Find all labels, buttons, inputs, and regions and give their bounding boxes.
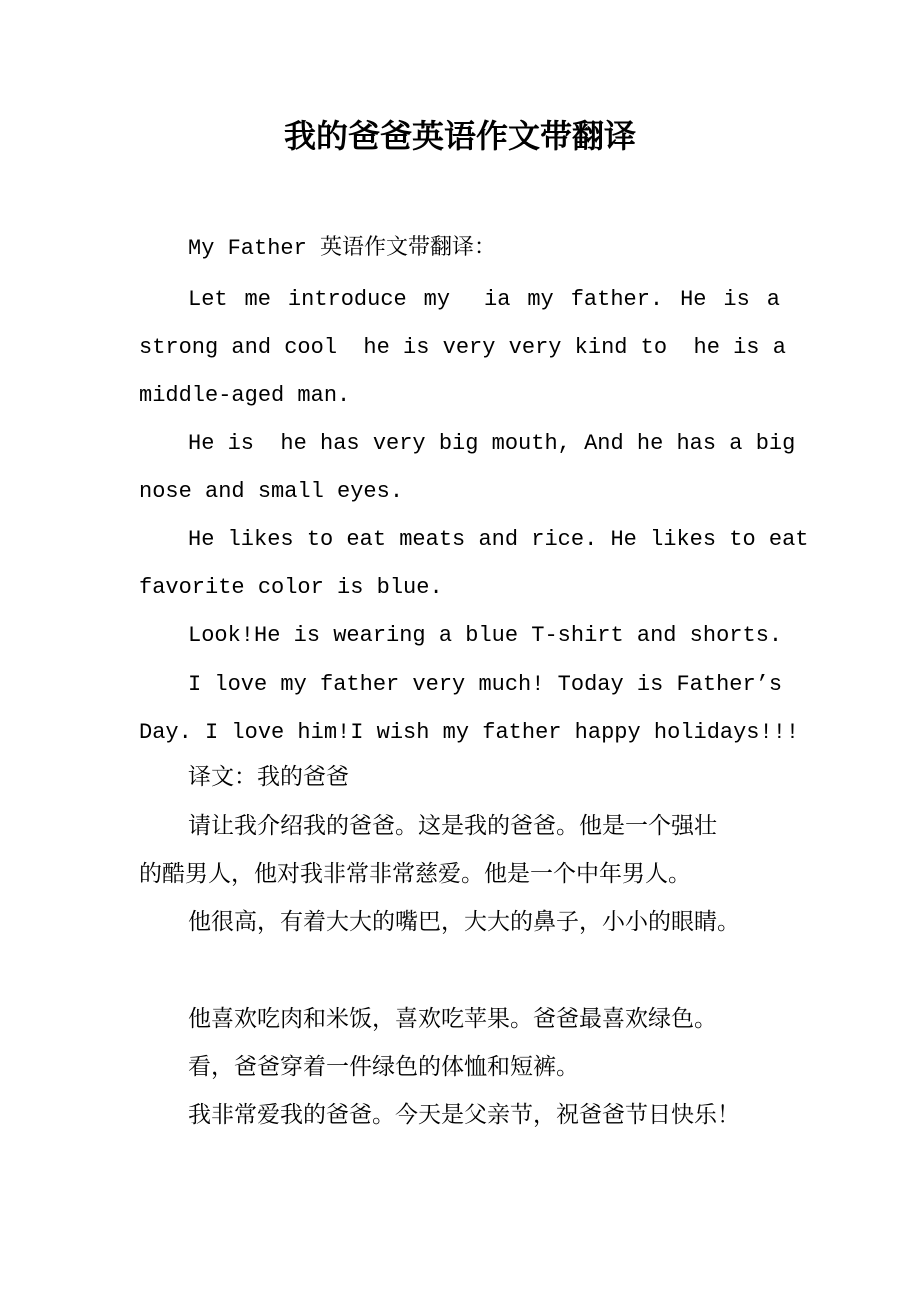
en-paragraph-1-line-2: strong and cool he is very very kind to he is a xyxy=(139,335,786,360)
cn-paragraph-4-line-1: 看，爸爸穿着一件绿色的体恤和短裤。 xyxy=(188,1054,579,1080)
en-paragraph-1-line-1: Let me introduce my ia my father. He is a xyxy=(188,287,780,312)
cn-paragraph-3-line-1: 他喜欢吃肉和米饭，喜欢吃苹果。爸爸最喜欢绿色。 xyxy=(188,1006,717,1032)
en-paragraph-5-line-2: Day. I love him!I wish my father happy holidays!!! xyxy=(139,720,800,745)
cn-paragraph-1-line-2: 的酷男人，他对我非常非常慈爱。他是一个中年男人。 xyxy=(139,861,691,887)
intro-line: My Father 英语作文带翻译： xyxy=(188,236,497,261)
document-title: 我的爸爸英语作文带翻译 xyxy=(283,117,636,155)
en-paragraph-5-line-1: I love my father very much! Today is Father’s xyxy=(188,672,783,697)
cn-paragraph-1-line-1: 请让我介绍我的爸爸。这是我的爸爸。他是一个强壮 xyxy=(188,813,717,839)
en-paragraph-3-line-2: favorite color is blue. xyxy=(139,575,443,600)
cn-paragraph-2-line-1: 他很高，有着大大的嘴巴，大大的鼻子，小小的眼睛。 xyxy=(188,909,740,935)
en-paragraph-2-line-2: nose and small eyes. xyxy=(139,479,404,504)
en-paragraph-3-line-1: He likes to eat meats and rice. He likes to eat xyxy=(188,527,809,552)
cn-paragraph-5-line-1: 我非常爱我的爸爸。今天是父亲节，祝爸爸节日快乐！ xyxy=(188,1102,740,1128)
cn-heading: 译文：我的爸爸 xyxy=(188,764,349,790)
en-paragraph-1-line-3: middle-aged man. xyxy=(139,383,351,408)
en-paragraph-2-line-1: He is he has very big mouth, And he has a big xyxy=(188,431,796,456)
en-paragraph-4-line-1: Look!He is wearing a blue T-shirt and shorts. xyxy=(188,623,783,648)
